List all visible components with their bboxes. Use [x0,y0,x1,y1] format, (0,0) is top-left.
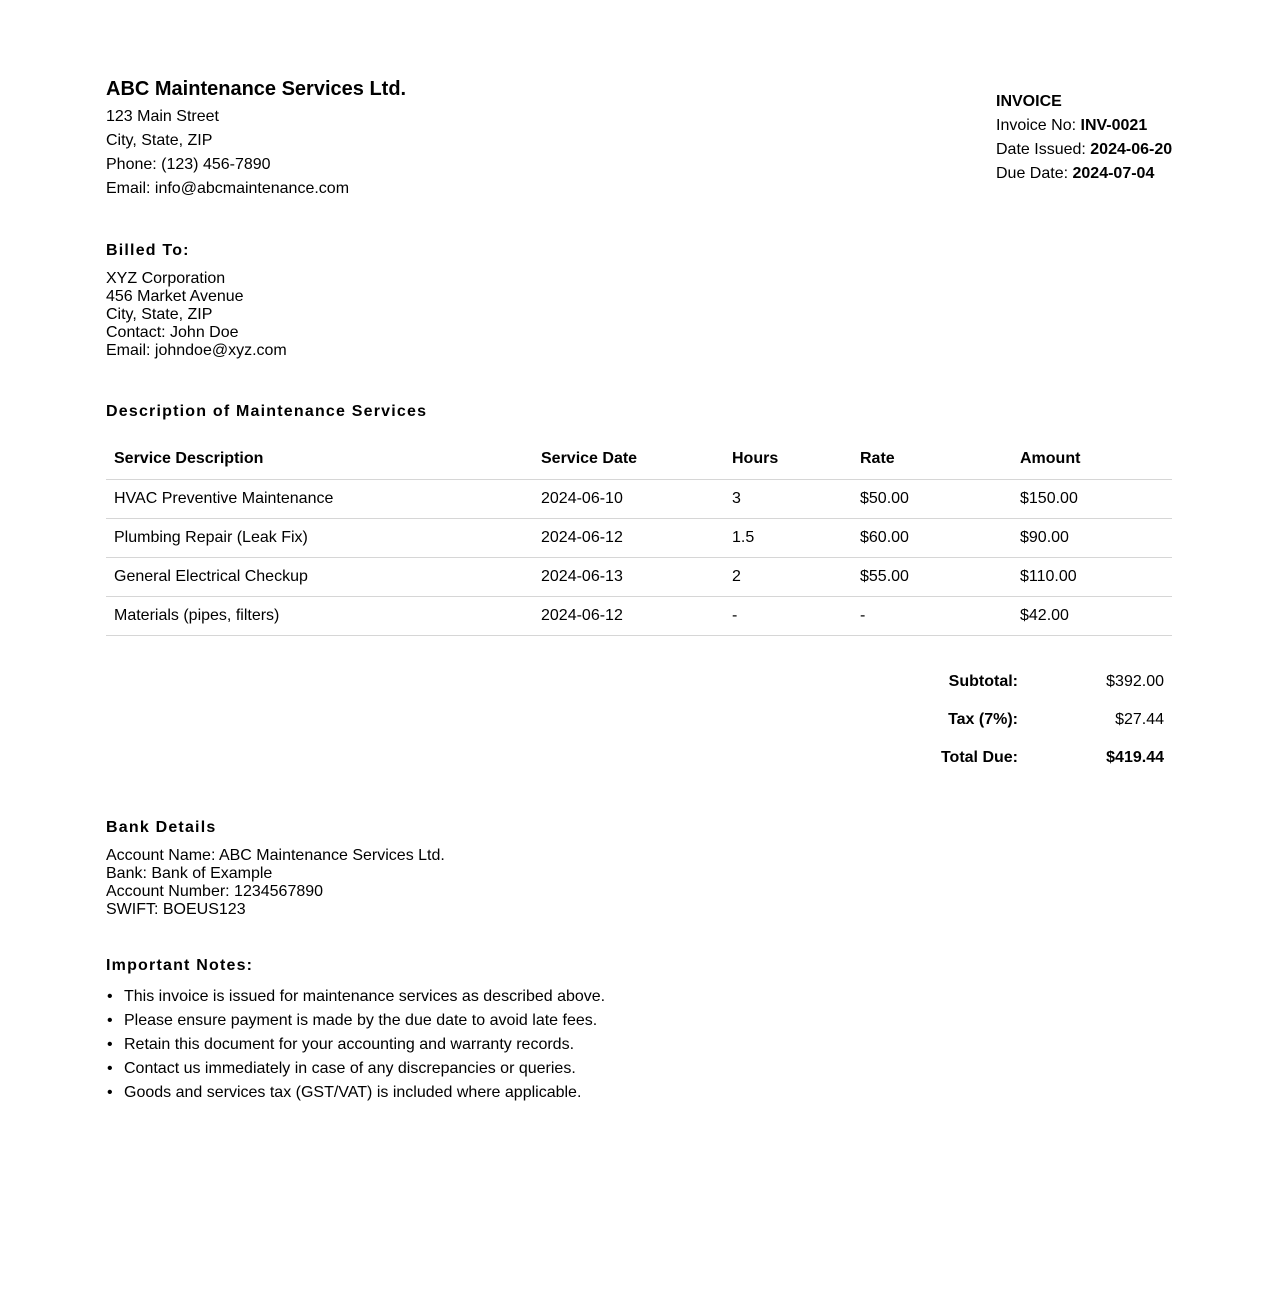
company-address-line: 123 Main Street [106,108,219,125]
invoice-number: INV-0021 [1080,117,1148,134]
cell-hours: - [724,596,852,635]
table-row [106,518,1172,557]
cell-description: Materials (pipes, filters) [106,596,533,635]
table-header-row [106,440,1172,479]
services-table [106,440,1172,636]
cell-amount: $150.00 [1012,479,1172,518]
services-heading: Description of Maintenance Services [106,403,428,420]
bank-account-number: Account Number: 1234567890 [106,883,324,900]
cell-rate: $50.00 [852,479,1012,518]
billed-to-line: 456 Market Avenue [106,288,244,305]
billed-to-section [106,240,287,360]
invoice-title: INVOICE [996,93,1062,110]
tax-label: Tax (7%): [948,711,1018,728]
column-header-date: Service Date [533,440,724,479]
table-row [106,557,1172,596]
billed-to-line: XYZ Corporation [106,270,226,287]
table-row [106,479,1172,518]
company-name: ABC Maintenance Services Ltd. [106,78,407,100]
bank-details-section [106,817,445,919]
bank-details-heading: Bank Details [106,819,217,836]
billed-to-line: City, State, ZIP [106,306,213,323]
cell-date: 2024-06-12 [533,518,724,557]
cell-amount: $110.00 [1012,557,1172,596]
date-issued-line [996,138,1256,162]
due-date: 2024-07-04 [1072,165,1155,182]
column-header-description: Service Description [106,440,533,479]
bank-swift: SWIFT: BOEUS123 [106,901,246,918]
subtotal-value: $392.00 [1106,673,1164,690]
cell-date: 2024-06-10 [533,479,724,518]
total-due-row [900,739,1172,777]
cell-amount: $42.00 [1012,596,1172,635]
column-header-rate: Rate [852,440,1012,479]
notes-list [106,985,605,1105]
billed-to-line: Email: johndoe@xyz.com [106,342,287,359]
company-phone: Phone: (123) 456-7890 [106,156,271,173]
company-email: Email: info@abcmaintenance.com [106,180,350,197]
date-issued-label: Date Issued: [996,141,1086,158]
cell-description: Plumbing Repair (Leak Fix) [106,518,533,557]
total-due-value: $419.44 [1106,749,1164,766]
list-item: • This invoice is issued for maintenance services as described above. [106,985,605,1009]
column-header-amount: Amount [1012,440,1172,479]
invoice-number-line [996,114,1256,138]
list-item: • Retain this document for your accounting and warranty records. [106,1033,605,1057]
tax-row [900,701,1172,739]
subtotal-row [900,663,1172,701]
cell-amount: $90.00 [1012,518,1172,557]
cell-rate: - [852,596,1012,635]
cell-description: HVAC Preventive Maintenance [106,479,533,518]
company-info [106,78,606,201]
list-item: • Contact us immediately in case of any discrepancies or queries. [106,1057,605,1081]
table-row [106,596,1172,635]
list-item: • Please ensure payment is made by the due date to avoid late fees. [106,1009,605,1033]
total-due-label: Total Due: [940,749,1018,766]
subtotal-label: Subtotal: [948,673,1018,690]
cell-date: 2024-06-13 [533,557,724,596]
notes-heading: Important Notes: [106,957,254,974]
cell-hours: 3 [724,479,852,518]
invoice-number-label: Invoice No: [996,117,1077,134]
important-notes-section [106,955,605,1105]
cell-hours: 2 [724,557,852,596]
billed-to-heading: Billed To: [106,242,190,259]
invoice-meta [996,90,1256,186]
cell-hours: 1.5 [724,518,852,557]
cell-date: 2024-06-12 [533,596,724,635]
cell-description: General Electrical Checkup [106,557,533,596]
billed-to-line: Contact: John Doe [106,324,239,341]
due-date-line [996,162,1256,186]
bank-name: Bank: Bank of Example [106,865,273,882]
company-city-line: City, State, ZIP [106,132,213,149]
date-issued: 2024-06-20 [1090,141,1173,158]
list-item: • Goods and services tax (GST/VAT) is included where applicable. [106,1081,605,1105]
cell-rate: $60.00 [852,518,1012,557]
bank-account-name: Account Name: ABC Maintenance Services Ltd. [106,847,445,864]
tax-value: $27.44 [1115,711,1164,728]
totals-summary [900,663,1172,777]
cell-rate: $55.00 [852,557,1012,596]
column-header-hours: Hours [724,440,852,479]
due-date-label: Due Date: [996,165,1069,182]
